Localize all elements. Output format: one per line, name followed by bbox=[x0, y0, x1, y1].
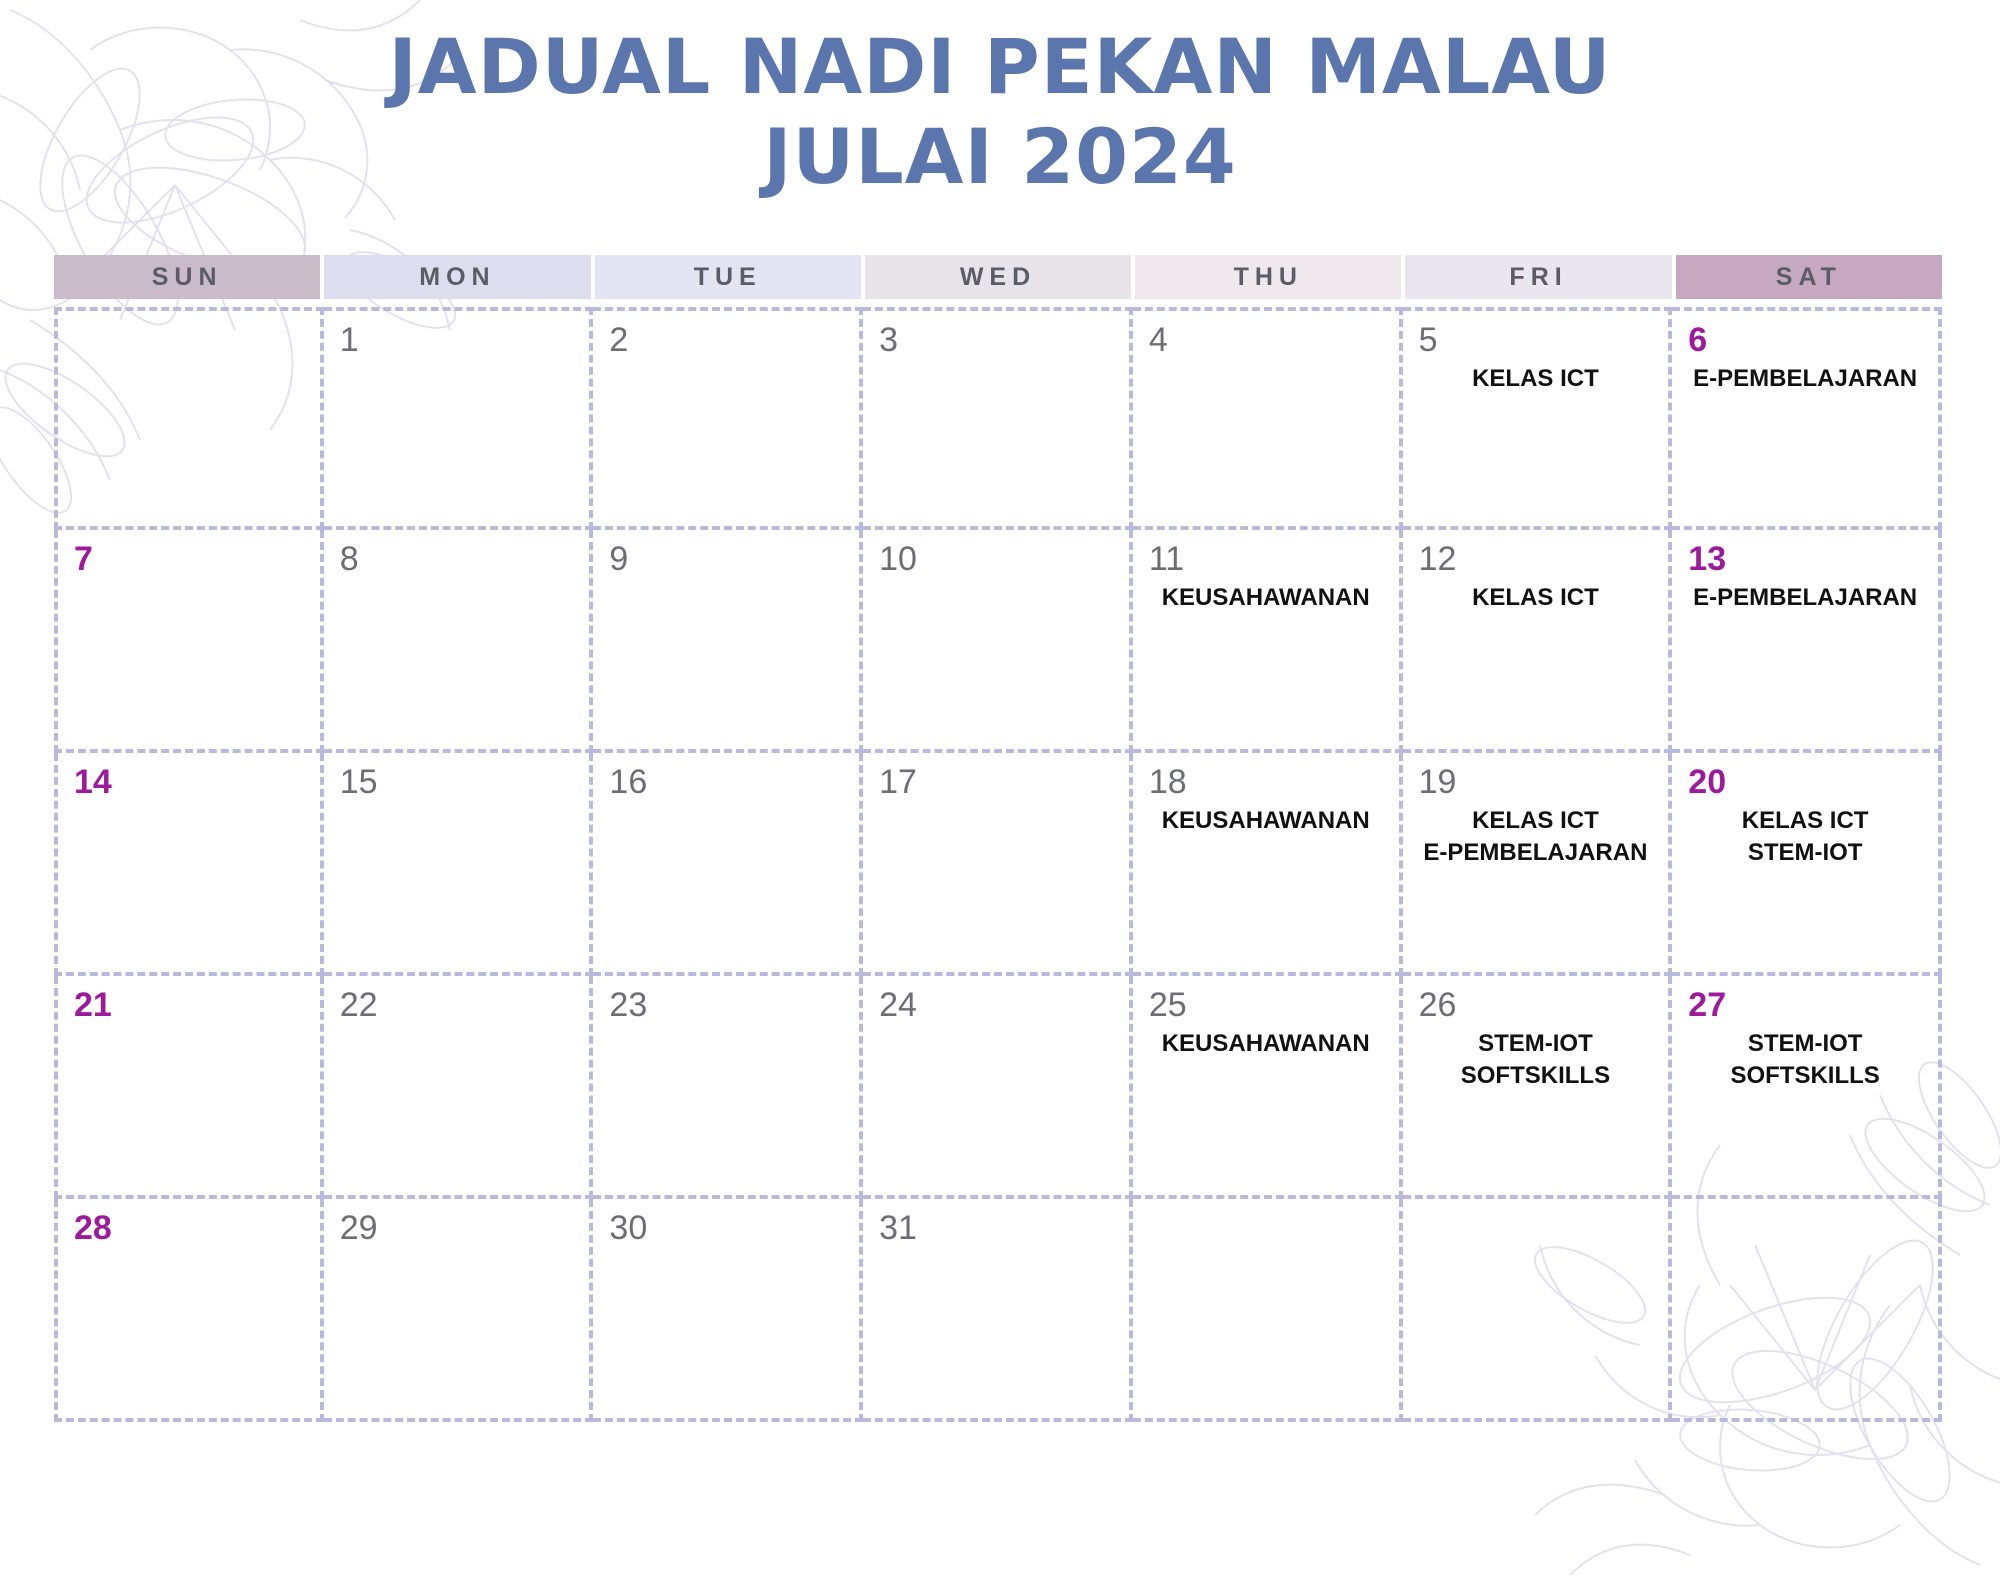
day-number: 26 bbox=[1418, 986, 1457, 1024]
calendar-day-cell[interactable] bbox=[324, 753, 594, 976]
day-number: 12 bbox=[1418, 540, 1457, 578]
day-number: 17 bbox=[879, 763, 917, 801]
calendar-title bbox=[0, 22, 2000, 201]
calendar-day-cell[interactable] bbox=[1403, 976, 1673, 1199]
calendar-day-cell[interactable] bbox=[593, 530, 863, 753]
calendar-cell-empty bbox=[1672, 1199, 1942, 1422]
weekday-header-sat: SAT bbox=[1676, 255, 1942, 299]
calendar-weeks bbox=[54, 307, 1942, 1422]
calendar-day-cell[interactable] bbox=[863, 307, 1133, 530]
event-label: KELAS ICT bbox=[1472, 584, 1599, 611]
day-events bbox=[1678, 1028, 1932, 1091]
calendar-day-cell[interactable] bbox=[1403, 530, 1673, 753]
day-number: 31 bbox=[879, 1209, 917, 1247]
weekday-header-wed: WED bbox=[865, 255, 1131, 299]
calendar-day-cell[interactable] bbox=[1403, 753, 1673, 976]
event-label: E-PEMBELAJARAN bbox=[1423, 838, 1648, 866]
event-label: KELAS ICT bbox=[1472, 365, 1599, 392]
day-number: 27 bbox=[1688, 986, 1727, 1024]
weekday-header-mon: MON bbox=[324, 255, 590, 299]
calendar-day-cell[interactable] bbox=[863, 753, 1133, 976]
calendar-week-row bbox=[54, 307, 1942, 530]
day-events bbox=[1678, 805, 1932, 868]
day-events bbox=[1409, 1028, 1663, 1091]
day-number: 7 bbox=[74, 540, 93, 578]
calendar-day-cell[interactable] bbox=[863, 530, 1133, 753]
calendar-week-row bbox=[54, 1199, 1942, 1422]
calendar-day-cell[interactable] bbox=[1672, 753, 1942, 976]
day-events bbox=[1678, 363, 1932, 395]
day-number: 11 bbox=[1148, 540, 1185, 578]
calendar-day-cell[interactable] bbox=[1672, 976, 1942, 1199]
day-number: 25 bbox=[1148, 986, 1187, 1024]
event-label: E-PEMBELAJARAN bbox=[1693, 584, 1918, 611]
day-number: 3 bbox=[879, 321, 899, 359]
calendar-week-row bbox=[54, 976, 1942, 1199]
event-label: E-PEMBELAJARAN bbox=[1693, 365, 1918, 392]
calendar-day-cell[interactable] bbox=[1133, 976, 1403, 1199]
calendar-day-cell[interactable] bbox=[1133, 530, 1403, 753]
event-label: SOFTSKILLS bbox=[1730, 1061, 1880, 1089]
day-events bbox=[1409, 805, 1663, 868]
day-number: 29 bbox=[339, 1209, 378, 1247]
event-label: STEM-IOT bbox=[1747, 1030, 1863, 1057]
day-number: 28 bbox=[74, 1209, 112, 1247]
title-line-2: JULAI 2024 bbox=[763, 111, 1237, 201]
calendar-day-cell[interactable] bbox=[1672, 307, 1942, 530]
day-events bbox=[1139, 1028, 1393, 1060]
calendar-day-cell[interactable] bbox=[593, 976, 863, 1199]
calendar-day-cell[interactable] bbox=[1133, 307, 1403, 530]
calendar-day-cell[interactable] bbox=[593, 1199, 863, 1422]
day-number: 18 bbox=[1148, 763, 1187, 801]
calendar-grid bbox=[54, 255, 1942, 1422]
weekday-header-fri: FRI bbox=[1405, 255, 1671, 299]
calendar-week-row bbox=[54, 753, 1942, 976]
calendar-cell-empty bbox=[1133, 1199, 1403, 1422]
day-number: 19 bbox=[1418, 763, 1457, 801]
day-number: 22 bbox=[339, 986, 378, 1024]
calendar-day-cell[interactable] bbox=[863, 976, 1133, 1199]
day-number: 9 bbox=[609, 540, 629, 578]
title-line-1: JADUAL NADI PEKAN MALAU bbox=[388, 22, 1612, 111]
calendar-day-cell[interactable] bbox=[54, 530, 324, 753]
calendar-day-cell[interactable] bbox=[324, 530, 594, 753]
weekday-header-sun: SUN bbox=[54, 255, 320, 299]
calendar-day-cell[interactable] bbox=[1133, 753, 1403, 976]
day-number: 14 bbox=[74, 763, 112, 801]
weekday-header-thu: THU bbox=[1135, 255, 1401, 299]
day-number: 21 bbox=[74, 986, 112, 1024]
day-number: 2 bbox=[609, 321, 629, 359]
event-label: KELAS ICT bbox=[1472, 807, 1599, 834]
calendar-day-cell[interactable] bbox=[54, 753, 324, 976]
calendar-day-cell[interactable] bbox=[863, 1199, 1133, 1422]
day-number: 15 bbox=[339, 763, 378, 801]
day-number: 24 bbox=[879, 986, 917, 1024]
event-label: KELAS ICT bbox=[1741, 807, 1869, 834]
calendar-day-cell[interactable] bbox=[1672, 530, 1942, 753]
calendar-day-cell[interactable] bbox=[54, 976, 324, 1199]
calendar-day-cell[interactable] bbox=[54, 1199, 324, 1422]
event-label: STEM-IOT bbox=[1478, 1030, 1593, 1057]
calendar-day-cell[interactable] bbox=[1403, 307, 1673, 530]
calendar-day-cell[interactable] bbox=[324, 307, 594, 530]
day-number: 23 bbox=[609, 986, 648, 1024]
weekday-header-tue: TUE bbox=[595, 255, 861, 299]
day-events bbox=[1409, 363, 1663, 395]
event-label: STEM-IOT bbox=[1747, 838, 1863, 866]
day-events bbox=[1409, 582, 1663, 614]
event-label: SOFTSKILLS bbox=[1460, 1061, 1611, 1089]
event-label: KEUSAHAWANAN bbox=[1161, 1030, 1370, 1057]
day-number: 10 bbox=[879, 540, 917, 578]
calendar-cell-empty bbox=[1403, 1199, 1673, 1422]
event-label: KEUSAHAWANAN bbox=[1161, 584, 1370, 611]
day-number: 8 bbox=[339, 540, 359, 578]
day-number: 1 bbox=[339, 321, 359, 359]
calendar-day-cell[interactable] bbox=[324, 976, 594, 1199]
day-number: 13 bbox=[1688, 540, 1727, 578]
calendar-day-cell[interactable] bbox=[593, 307, 863, 530]
weekday-header-row bbox=[54, 255, 1942, 299]
day-events bbox=[1139, 582, 1393, 614]
day-events bbox=[1139, 805, 1393, 837]
calendar-day-cell[interactable] bbox=[324, 1199, 594, 1422]
day-events bbox=[1678, 582, 1932, 614]
day-number: 16 bbox=[609, 763, 648, 801]
day-number: 4 bbox=[1148, 321, 1168, 359]
calendar-cell-empty bbox=[54, 307, 324, 530]
day-number: 30 bbox=[609, 1209, 648, 1247]
day-number: 6 bbox=[1688, 321, 1708, 359]
day-number: 20 bbox=[1688, 763, 1727, 801]
event-label: KEUSAHAWANAN bbox=[1161, 807, 1370, 834]
calendar-week-row bbox=[54, 530, 1942, 753]
calendar-day-cell[interactable] bbox=[593, 753, 863, 976]
day-number: 5 bbox=[1418, 321, 1438, 359]
